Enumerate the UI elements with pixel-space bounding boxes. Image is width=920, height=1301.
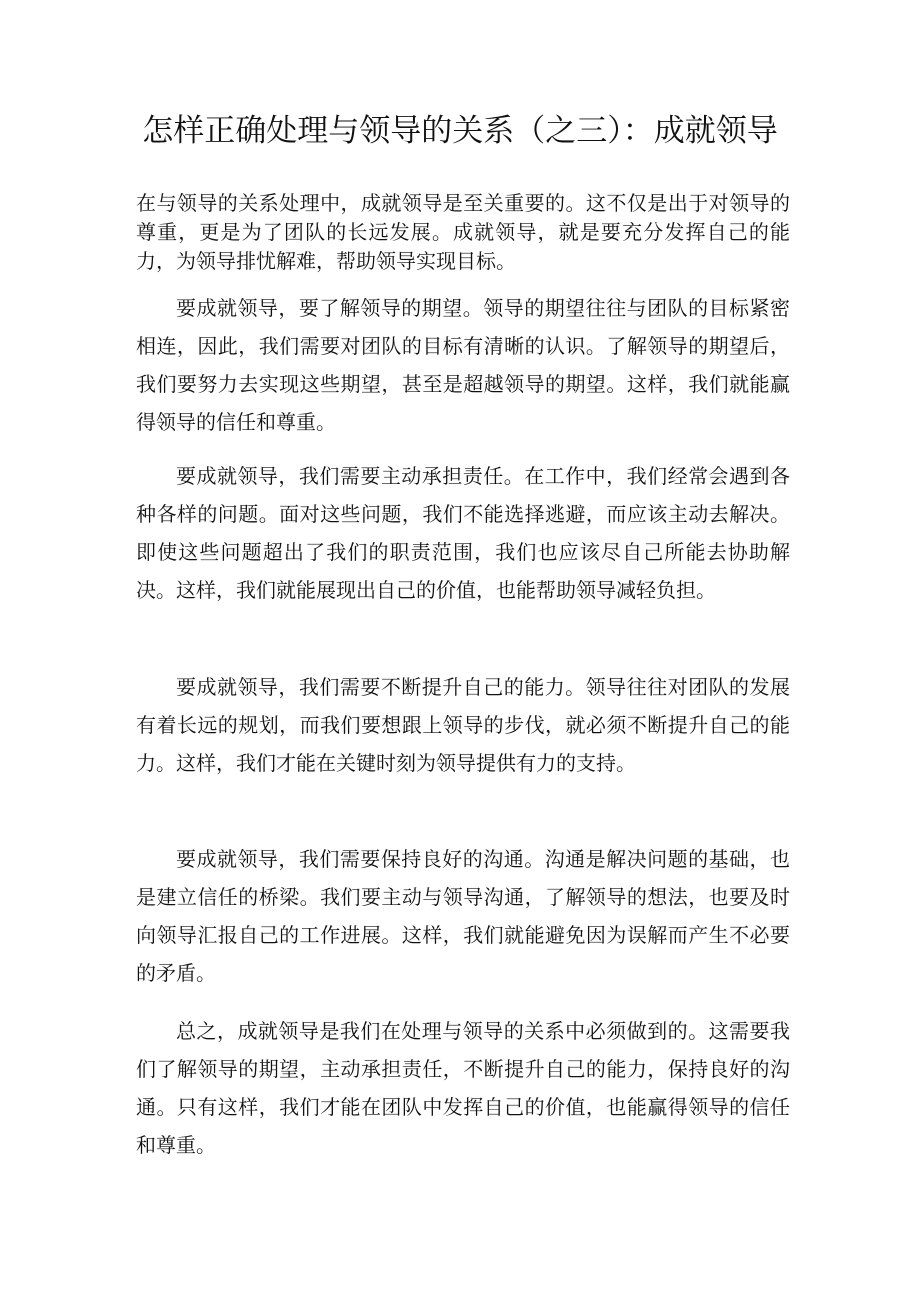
paragraph-take-responsibility: 要成就领导，我们需要主动承担责任。在工作中，我们经常会遇到各种各样的问题。面对这些问题，我们不能选择逃避，而应该主动去解决。即使这些问题超出了我们的职责范围，我们也应该尽自己所能去协助解决。这样，我们就能展现出自己的价值，也能帮助领导减轻负担。 — [136, 464, 790, 602]
paragraph-conclusion: 总之，成就领导是我们在处理与领导的关系中必须做到的。这需要我们了解领导的期望，主动承担责任，不断提升自己的能力，保持良好的沟通。只有这样，我们才能在团队中发挥自己的价值，也能赢得领导的信任和尊重。 — [136, 1019, 790, 1157]
document-title: 怎样正确处理与领导的关系（之三）：成就领导 — [142, 113, 778, 149]
paragraph-good-communication: 要成就领导，我们需要保持良好的沟通。沟通是解决问题的基础，也是建立信任的桥梁。我们要主动与领导沟通，了解领导的想法，也要及时向领导汇报自己的工作进展。这样，我们就能避免因为误解而产生不必要的矛盾。 — [136, 847, 790, 985]
paragraph-improve-ability: 要成就领导，我们需要不断提升自己的能力。领导往往对团队的发展有着长远的规划，而我们要想跟上领导的步伐，就必须不断提升自己的能力。这样，我们才能在关键时刻为领导提供有力的支持。 — [136, 675, 790, 775]
intro-paragraph: 在与领导的关系处理中，成就领导是至关重要的。这不仅是出于对领导的尊重，更是为了团队的长远发展。成就领导，就是要充分发挥自己的能力，为领导排忧解难，帮助领导实现目标。 — [136, 191, 790, 273]
paragraph-understand-expectations: 要成就领导，要了解领导的期望。领导的期望往往与团队的目标紧密相连，因此，我们需要对团队的目标有清晰的认识。了解领导的期望后，我们要努力去实现这些期望，甚至是超越领导的期望。这样，我们就能赢得领导的信任和尊重。 — [136, 296, 790, 434]
